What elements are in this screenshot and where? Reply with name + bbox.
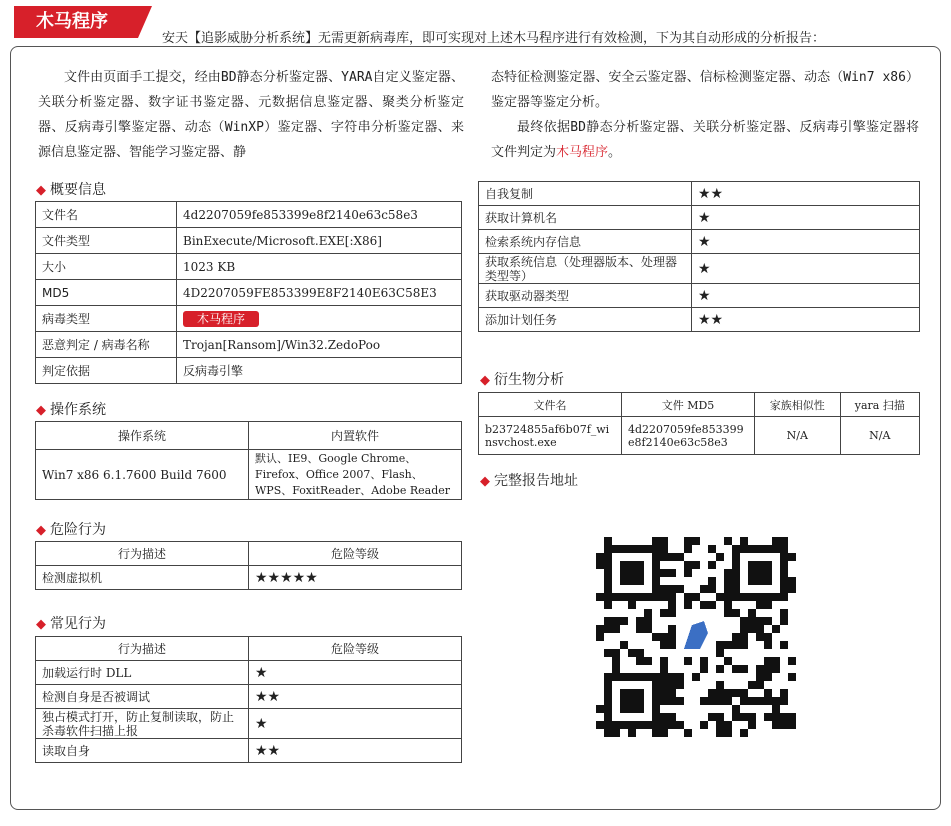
- behavior-table: [478, 181, 920, 332]
- behavior-level: ★★: [692, 182, 920, 206]
- behavior-level: ★: [692, 206, 920, 230]
- overview-row: [36, 280, 462, 306]
- overview-value: [177, 306, 462, 332]
- danger-heading: ◆ 危险行为: [36, 522, 106, 538]
- d-md5: 4d2207059fe853399e8f2140e63c58e3: [622, 417, 755, 455]
- behavior-desc: 读取自身: [36, 739, 249, 763]
- d-name: b23724855af6b07f_winsvchost.exe: [479, 417, 622, 455]
- behavior-desc: 自我复制: [479, 182, 692, 206]
- behavior-desc: 添加计划任务: [479, 308, 692, 332]
- d-yara: N/A: [840, 417, 919, 455]
- behavior-desc: 独占模式打开，防止复制读取，防止杀毒软件扫描上报: [36, 709, 249, 739]
- behavior-row: [479, 308, 920, 332]
- os-table: [35, 421, 462, 500]
- qr-code[interactable]: [596, 537, 796, 737]
- behavior-row: [479, 230, 920, 254]
- overview-key: 恶意判定 / 病毒名称: [36, 332, 177, 358]
- behavior-level: ★: [692, 254, 920, 284]
- overview-value: 4d2207059fe853399e8f2140e63c58e3: [177, 202, 462, 228]
- derivative-heading: ◆ 衍生物分析: [480, 372, 564, 388]
- overview-row: [36, 358, 462, 384]
- behavior-desc: 检测自身是否被调试: [36, 685, 249, 709]
- overview-value: 1023 KB: [177, 254, 462, 280]
- overview-key: 文件名: [36, 202, 177, 228]
- overview-value: 反病毒引擎: [177, 358, 462, 384]
- behavior-row: [36, 709, 462, 739]
- dh-md5: 文件 MD5: [622, 393, 755, 417]
- behavior-level: ★: [249, 661, 462, 685]
- overview-table: [35, 201, 462, 384]
- behavior-level: ★★: [692, 308, 920, 332]
- software-value: 默认、IE9、Google Chrome、Firefox、Office 2007、Flash、WPS、FoxitReader、Adobe Reader: [249, 450, 462, 500]
- overview-heading: ◆ 概要信息: [36, 182, 106, 198]
- virus-type-badge: 木马程序: [183, 311, 259, 327]
- intro-text: 安天【追影威胁分析系统】无需更新病毒库，即可实现对上述木马程序进行有效检测，下为其自动形成的分析报告：: [162, 31, 826, 46]
- behavior-level: ★★: [249, 685, 462, 709]
- behavior-desc: 获取系统信息（处理器版本、处理器类型等）: [479, 254, 692, 284]
- dh-name: 文件名: [479, 393, 622, 417]
- paragraph-left: 文件由页面手工提交，经由BD静态分析鉴定器、YARA自定义鉴定器、关联分析鉴定器、数字证书鉴定器、元数据信息鉴定器、聚类分析鉴定器、反病毒引擎鉴定器、动态（WinXP）鉴定器、字符串分析鉴定器、来源信息鉴定器、智能学习鉴定器、静: [38, 70, 464, 160]
- behavior-desc: 获取驱动器类型: [479, 284, 692, 308]
- os-heading: ◆ 操作系统: [36, 402, 106, 418]
- overview-row: [36, 254, 462, 280]
- section-tag: 木马程序: [14, 6, 138, 38]
- behavior-level: ★: [692, 284, 920, 308]
- derivative-table: [478, 392, 920, 455]
- behavior-row: [36, 739, 462, 763]
- d-family: N/A: [755, 417, 841, 455]
- overview-row: [36, 202, 462, 228]
- behavior-desc: 加载运行时 DLL: [36, 661, 249, 685]
- danger-table: 行为描述 危险等级 检测虚拟机 ★★★★★: [35, 541, 462, 590]
- overview-value: 4D2207059FE853399E8F2140E63C58E3: [177, 280, 462, 306]
- overview-value: BinExecute/Microsoft.EXE[:X86]: [177, 228, 462, 254]
- overview-key: 文件类型: [36, 228, 177, 254]
- behavior-level: ★: [249, 709, 462, 739]
- behavior-desc: 获取计算机名: [479, 206, 692, 230]
- os-col-header: 操作系统: [36, 422, 249, 450]
- behavior-row: [479, 284, 920, 308]
- behavior-row: [479, 254, 920, 284]
- overview-key: MD5: [36, 280, 177, 306]
- overview-row: [36, 228, 462, 254]
- overview-row: [36, 306, 462, 332]
- dh-family: 家族相似性: [755, 393, 841, 417]
- overview-value: Trojan[Ransom]/Win32.ZedoPoo: [177, 332, 462, 358]
- overview-key: 大小: [36, 254, 177, 280]
- common-heading: ◆ 常见行为: [36, 616, 106, 632]
- paragraph-right-a: 态特征检测鉴定器、安全云鉴定器、信标检测鉴定器、动态（Win7 x86）鉴定器等鉴定分析。: [491, 70, 919, 110]
- behavior-row: [36, 661, 462, 685]
- overview-row: [36, 332, 462, 358]
- paragraph-right-b: 最终依据BD静态分析鉴定器、关联分析鉴定器、反病毒引擎鉴定器将文件判定为木马程序。: [491, 120, 919, 160]
- danger-row-level: ★★★★★: [249, 566, 462, 590]
- overview-key: 病毒类型: [36, 306, 177, 332]
- dh-yara: yara 扫描: [840, 393, 919, 417]
- behavior-level: ★★: [249, 739, 462, 763]
- behavior-desc: 检索系统内存信息: [479, 230, 692, 254]
- behavior-row: [36, 685, 462, 709]
- danger-row-desc: 检测虚拟机: [36, 566, 249, 590]
- os-value: Win7 x86 6.1.7600 Build 7600: [36, 450, 249, 500]
- paragraph-right: [491, 65, 919, 165]
- behavior-level: ★: [692, 230, 920, 254]
- software-col-header: 内置软件: [249, 422, 462, 450]
- common-table: 行为描述 危险等级 加载运行时 DLL ★ 检测自身是否被调试 ★★ 独占模式打开，防止复制读取，防止杀毒软件扫描上报 ★ 读取自身 ★★: [35, 636, 462, 763]
- report-heading: ◆ 完整报告地址: [480, 473, 578, 489]
- overview-key: 判定依据: [36, 358, 177, 384]
- behavior-row: [479, 182, 920, 206]
- behavior-row: [479, 206, 920, 230]
